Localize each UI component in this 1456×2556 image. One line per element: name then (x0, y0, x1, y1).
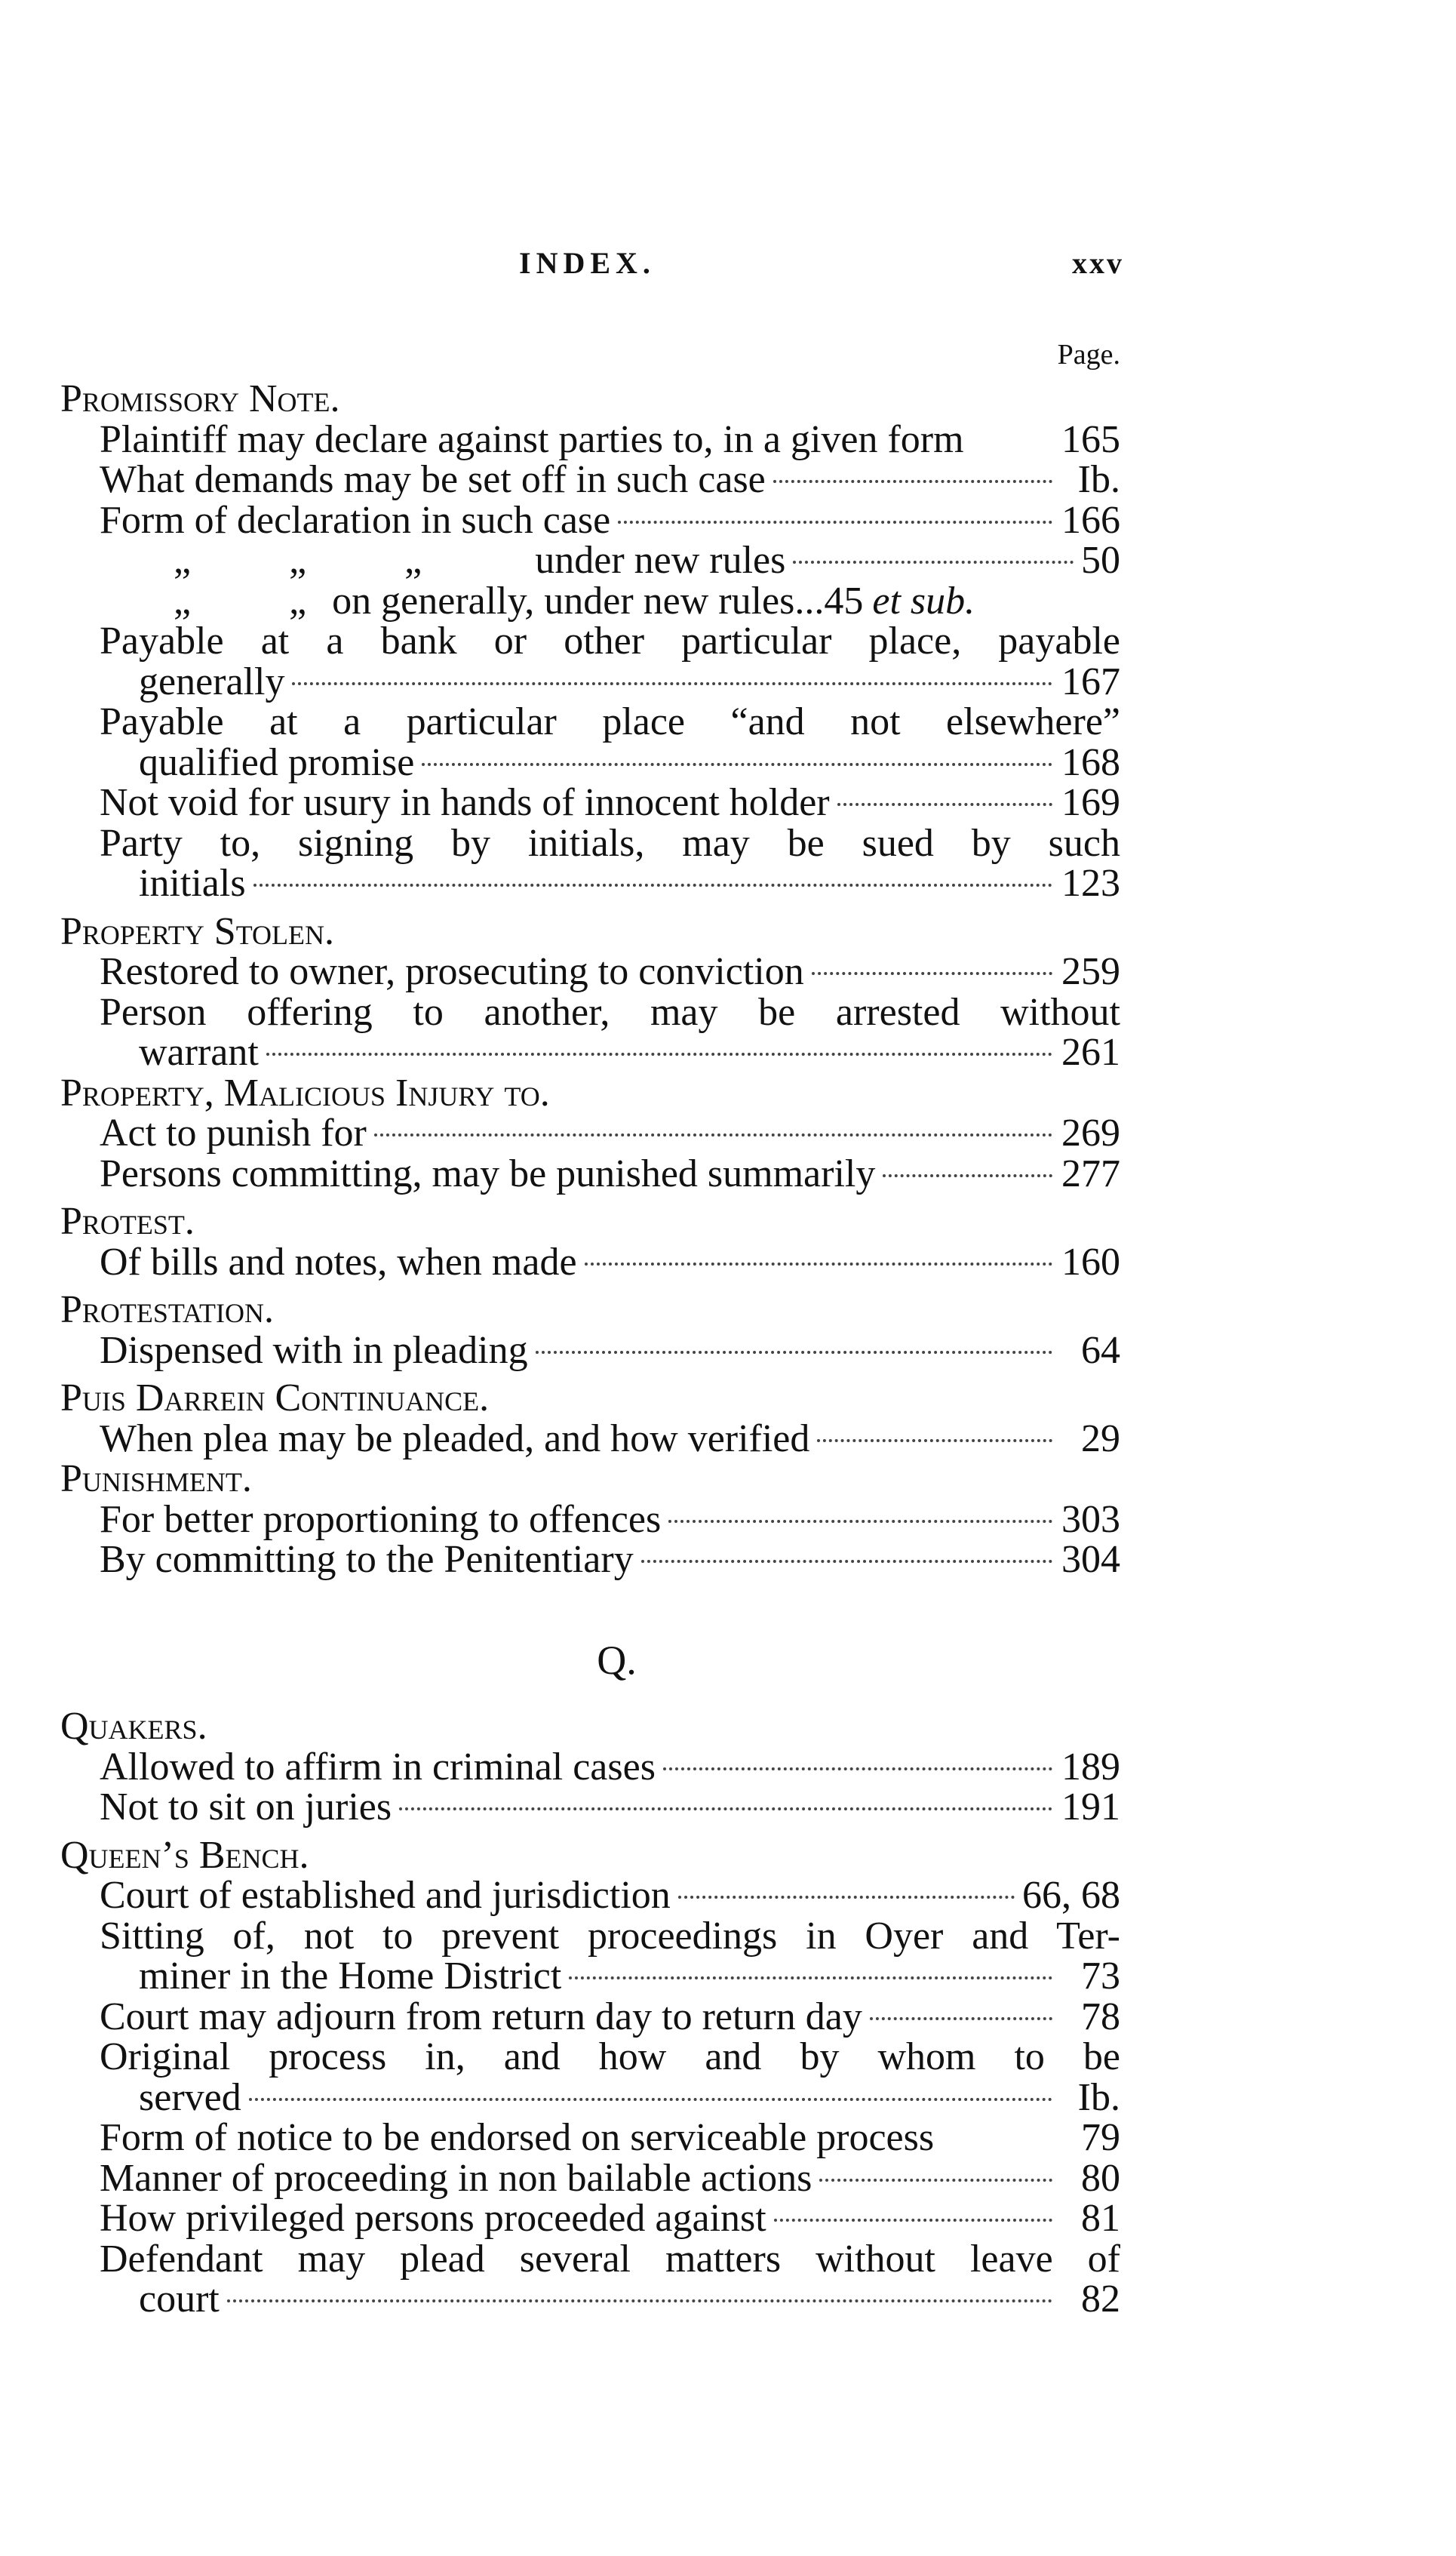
entry-page: 166 (1061, 498, 1120, 542)
entry-text: Restored to owner, prosecuting to conviction (100, 950, 804, 993)
entry-page: 304 (1061, 1538, 1120, 1581)
index-entry (60, 2118, 1120, 2158)
leader-dots (266, 1053, 1052, 1056)
entry-page: 168 (1061, 740, 1120, 784)
entry-page: et sub. (872, 579, 975, 623)
entry-page: Ib. (1077, 2075, 1120, 2119)
index-entry (60, 1032, 1120, 1073)
index-entry (60, 2075, 1120, 2119)
index-heading: Property, Malicious Injury to. (60, 1071, 550, 1115)
leader-dots (253, 884, 1052, 887)
index-entry (60, 1997, 1120, 2038)
index-heading: Protestation. (60, 1288, 275, 1331)
leader-dots (227, 2299, 1052, 2302)
index-entry (60, 740, 1120, 784)
entry-page: 277 (1061, 1152, 1120, 1195)
leader-dots (819, 2179, 1052, 2182)
index-entry (60, 1242, 1120, 1283)
entry-text: By committing to the Penitentiary (100, 1538, 634, 1581)
entry-text: Court of established and jurisdiction (100, 1874, 671, 1917)
leader-dots (812, 972, 1052, 975)
index-entry (60, 863, 1120, 904)
entry-text: warrant (139, 1031, 259, 1074)
entry-text: How privileged persons proceeded against (100, 2197, 766, 2240)
entry-line: Party to, signing by initials, may be sued by such (100, 821, 1120, 865)
leader-dots (668, 1520, 1052, 1523)
index-entry (60, 1330, 1120, 1371)
entry-text: qualified promise (139, 740, 415, 784)
leader-dots (641, 1560, 1052, 1563)
index-entry (60, 1154, 1120, 1195)
index-entry (60, 1875, 1120, 1916)
index-entry (60, 2158, 1120, 2199)
leader-dots (883, 1174, 1052, 1177)
ditto-marks: „ „ (174, 579, 307, 623)
entry-text: generally (139, 660, 285, 703)
entry-page: 189 (1061, 1745, 1120, 1789)
entry-text: Act to punish for (100, 1112, 367, 1155)
index-heading: Promissory Note. (60, 377, 340, 420)
index-entry (60, 460, 1120, 500)
leader-dots (569, 1976, 1052, 1979)
entry-page: 269 (1061, 1112, 1120, 1155)
leader-dots (422, 763, 1052, 766)
entry-text: served (139, 2075, 241, 2119)
entry-text: Allowed to affirm in criminal cases (100, 1745, 656, 1789)
index-entry (60, 417, 1120, 461)
index-heading: Quakers. (60, 1705, 207, 1748)
leader-dots (793, 561, 1074, 564)
entry-line: Person offering to another, may be arrested without (100, 990, 1120, 1034)
index-entry (60, 1787, 1120, 1828)
entry-text: Form of declaration in such case (100, 498, 611, 542)
index-entry (60, 1113, 1120, 1154)
entry-text: Persons committing, may be punished summarily (100, 1152, 876, 1195)
entry-page: 50 (1081, 539, 1120, 582)
entry-text: court (139, 2278, 220, 2321)
section-letter: Q. (597, 1637, 637, 1683)
entry-page: 81 (1081, 2197, 1120, 2240)
entry-line: Original process in, and how and by whom to be (100, 2035, 1120, 2078)
entry-page: 80 (1081, 2156, 1120, 2200)
index-heading: Queen’s Bench. (60, 1833, 309, 1877)
index-entry (60, 662, 1120, 703)
entry-text: initials (139, 862, 246, 905)
entry-page: 64 (1081, 1328, 1120, 1372)
entry-text: under new rules (535, 539, 786, 582)
leader-dots (249, 2098, 1052, 2101)
leader-dots (618, 521, 1052, 524)
entry-page: 78 (1081, 1995, 1120, 2038)
index-body (60, 332, 1120, 2320)
index-entry (60, 581, 1120, 622)
index-entry (60, 1747, 1120, 1788)
leader-dots (773, 480, 1052, 483)
entry-text: miner in the Home District (139, 1955, 562, 1998)
running-head (0, 245, 1456, 298)
entry-text: Dispensed with in pleading (100, 1328, 528, 1372)
entry-line: Defendant may plead several matters without leave of (100, 2237, 1120, 2281)
leader-dots (870, 2017, 1052, 2020)
entry-text: When plea may be pleaded, and how verified (100, 1416, 810, 1460)
entry-page: 160 (1061, 1240, 1120, 1284)
index-entry (60, 2279, 1120, 2320)
leader-dots (399, 1807, 1052, 1810)
leader-dots (663, 1767, 1052, 1770)
running-title: INDEX. (519, 246, 656, 280)
index-entry (60, 1539, 1120, 1580)
entry-page: 165 (1061, 417, 1120, 461)
entry-text: Plaintiff may declare against parties to, in a given form (100, 417, 964, 461)
page-number: xxv (1072, 246, 1124, 280)
leader-dots (774, 2219, 1052, 2222)
entry-page: 261 (1061, 1031, 1120, 1074)
entry-text: Manner of proceeding in non bailable actions (100, 2156, 812, 2200)
entry-line: Sitting of, not to prevent proceedings in Oyer and Ter- (100, 1914, 1120, 1958)
entry-text: Of bills and notes, when made (100, 1240, 577, 1284)
index-entry (60, 1499, 1120, 1540)
index-entry (60, 1956, 1120, 1997)
entry-line: Payable at a bank or other particular place, payable (100, 620, 1120, 663)
entry-page: 29 (1081, 1416, 1120, 1460)
entry-text: Not to sit on juries (100, 1786, 392, 1829)
entry-page: 82 (1081, 2278, 1120, 2321)
entry-text: What demands may be set off in such case (100, 458, 766, 501)
index-entry (60, 952, 1120, 992)
leader-dots (292, 682, 1052, 685)
entry-page: 191 (1061, 1786, 1120, 1829)
leader-dots (678, 1896, 1015, 1899)
ditto-marks: „ „ „ (174, 539, 422, 582)
index-entry (60, 540, 1120, 581)
index-entry (60, 1416, 1120, 1460)
index-heading: Protest. (60, 1200, 195, 1243)
page-column-label: Page. (1057, 339, 1120, 371)
entry-page: 303 (1061, 1497, 1120, 1541)
entry-text: Court may adjourn from return day to return day (100, 1995, 862, 2038)
entry-page: 73 (1081, 1955, 1120, 1998)
index-entry (60, 783, 1120, 823)
index-heading: Puis Darrein Continuance. (60, 1376, 490, 1419)
entry-text: For better proportioning to offences (100, 1497, 662, 1541)
entry-text: Not void for usury in hands of innocent holder (100, 781, 830, 824)
entry-page: 167 (1061, 660, 1120, 703)
leader-dots (374, 1133, 1052, 1137)
entry-page: 66, 68 (1022, 1874, 1120, 1917)
index-entry (60, 500, 1120, 541)
leader-dots (585, 1263, 1052, 1266)
entry-page: 259 (1061, 950, 1120, 993)
leader-dots (536, 1351, 1052, 1354)
entry-text: Form of notice to be endorsed on serviceable process (100, 2116, 935, 2159)
leader-dots (837, 803, 1052, 806)
entry-page: 169 (1061, 781, 1120, 824)
index-heading: Property Stolen. (60, 909, 335, 953)
entry-page: Ib. (1077, 458, 1120, 501)
entry-page: 123 (1061, 862, 1120, 905)
index-entry (60, 2198, 1120, 2239)
entry-page: 79 (1081, 2116, 1120, 2159)
entry-text: on generally, under new rules...45 (332, 579, 864, 623)
entry-line: Payable at a particular place “and not elsewhere” (100, 700, 1120, 743)
index-heading: Punishment. (60, 1457, 252, 1500)
leader-dots (817, 1439, 1052, 1442)
